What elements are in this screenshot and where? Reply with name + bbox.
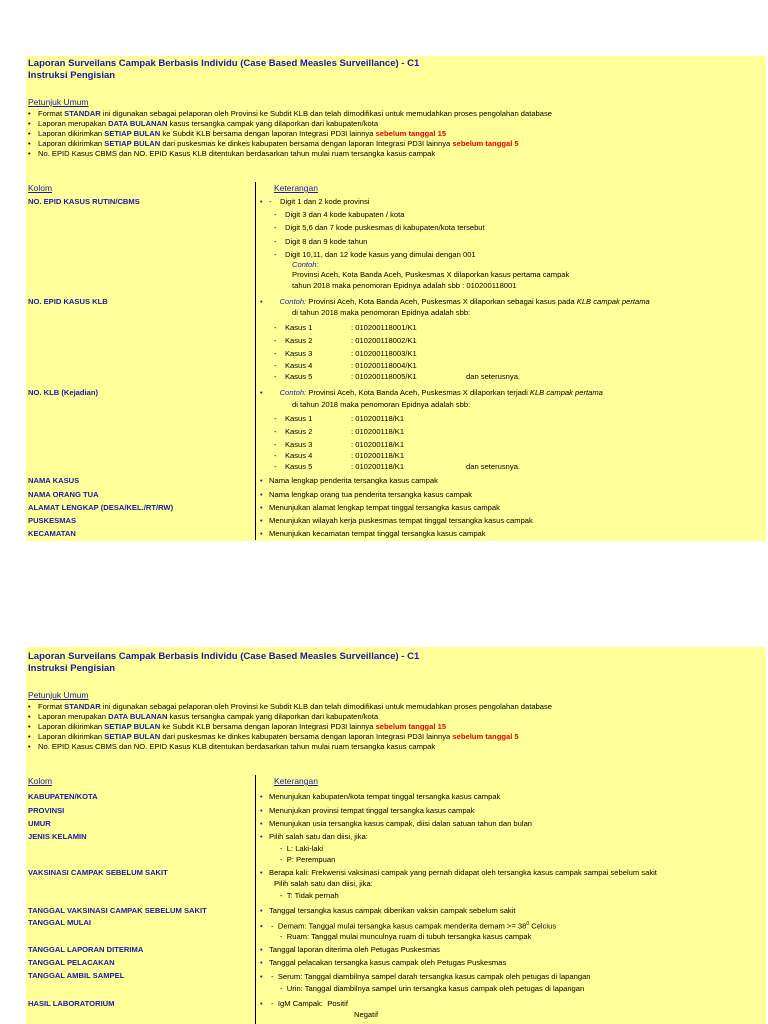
column-header-kolom: Kolom xyxy=(28,776,53,786)
field-desc: • Menunjukan kecamatan tempat tinggal tersangka kasus campak xyxy=(260,529,486,538)
general-item: • Laporan merupakan DATA BULANAN kasus tersangka campak yang dilaporkan dari kabupaten/kota xyxy=(28,712,379,721)
epid-rutin-example: tahun 2018 maka penomoran Epidnya adalah sbb : 010200118001 xyxy=(292,281,517,290)
epid-klb-case: - Kasus 2 : 010200118002/K1 xyxy=(274,336,417,345)
general-item: • No. EPID Kasus CBMS dan NO. EPID Kasus KLB ditentukan berdasarkan tahun mulai ruam tersangka kasus campak xyxy=(28,149,436,158)
field-key-kecamatan: KECAMATAN xyxy=(28,529,76,538)
field-desc: • Menunjukan usia tersangka kasus campak, diisi dalan satuan tahun dan bulan xyxy=(260,819,533,828)
general-item: • Format STANDAR ini digunakan sebagai pelaporan oleh Provinsi ke Subdit KLB dan telah dimodifikasi untuk memudahkan proses pengolahan database xyxy=(28,702,553,711)
general-item: • No. EPID Kasus CBMS dan NO. EPID Kasus KLB ditentukan berdasarkan tahun mulai ruam tersangka kasus campak xyxy=(28,742,436,751)
field-desc: - Ruam: Tanggal mulai munculnya ruam di tubuh tersangka kasus campak xyxy=(280,932,532,941)
field-key-vaksinasi: VAKSINASI CAMPAK SEBELUM SAKIT xyxy=(28,868,168,877)
field-key-epid-klb: NO. EPID KASUS KLB xyxy=(28,297,108,306)
field-key-tgl-laporan: TANGGAL LAPORAN DITERIMA xyxy=(28,945,144,954)
general-item: • Laporan dikirimkan SETIAP BULAN ke Subdit KLB bersama dengan laporan Integrasi PD3I lainnya sebelum tanggal 15 xyxy=(28,722,447,731)
no-klb-case: - Kasus 3 : 010200118/K1 xyxy=(274,440,405,449)
no-klb-line: • Contoh: Provinsi Aceh, Kota Banda Aceh, Puskesmas X dilaporkan terjadi KLB campak pertama xyxy=(260,388,603,397)
epid-rutin-line: - Digit 3 dan 4 kode kabupaten / kota xyxy=(274,210,405,219)
no-klb-case: - Kasus 5 : 010200118/K1 dan seterusnya. xyxy=(274,462,521,471)
field-key-tgl-vaksinasi: TANGGAL VAKSINASI CAMPAK SEBELUM SAKIT xyxy=(28,906,207,915)
column-divider xyxy=(255,775,256,1024)
field-key-alamat: ALAMAT LENGKAP (DESA/KEL./RT/RW) xyxy=(28,503,174,512)
field-desc: • Tanggal laporan diterima oleh Petugas Puskesmas xyxy=(260,945,440,954)
epid-rutin-line: - Digit 5,6 dan 7 kode puskesmas di kabupaten/kota tersebut xyxy=(274,223,485,232)
field-key-kabupaten: KABUPATEN/KOTA xyxy=(28,792,98,801)
field-desc: • Menunjukan alamat lengkap tempat tinggal tersangka kasus campak xyxy=(260,503,500,512)
field-key-tgl-pelacakan: TANGGAL PELACAKAN xyxy=(28,958,115,967)
field-desc: • Nama lengkap orang tua penderita tersangka kasus campak xyxy=(260,490,473,499)
field-desc: • Nama lengkap penderita tersangka kasus campak xyxy=(260,476,438,485)
field-desc: • Pilih salah satu dan diisi, jika: xyxy=(260,832,368,841)
report-title: Laporan Surveilans Campak Berbasis Individu (Case Based Measles Surveillance) - C1 xyxy=(28,651,420,662)
column-divider xyxy=(255,182,256,540)
epid-klb-case: - Kasus 3 : 010200118003/K1 xyxy=(274,349,417,358)
general-item: • Laporan dikirimkan SETIAP BULAN dari puskesmas ke dinkes kabupaten bersama dengan laporan Integrasi PD3I lainnya sebelum tanggal 5 xyxy=(28,732,519,741)
option-line: - L: Laki-laki xyxy=(280,844,324,853)
column-header-keterangan: Keterangan xyxy=(274,776,318,786)
epid-klb-line: • Contoh: Provinsi Aceh, Kota Banda Aceh, Puskesmas X dilaporkan sebagai kasus pada KLB campak pertama xyxy=(260,297,650,306)
field-key-hasil-lab: HASIL LABORATORIUM xyxy=(28,999,115,1008)
option-line: - P: Perempuan xyxy=(280,855,336,864)
field-key-jenis-kelamin: JENIS KELAMIN xyxy=(28,832,87,841)
general-heading: Petunjuk Umum xyxy=(28,97,89,107)
field-desc: • - Demam: Tanggal mulai tersangka kasus campak menderita demam >= $38^0$ Celcius xyxy=(260,921,557,931)
option-line: - T: Tidak pernah xyxy=(280,891,339,900)
epid-rutin-line: - Digit 10,11, dan 12 kode kasus yang dimulai dengan 001 xyxy=(274,250,476,259)
no-klb-case: - Kasus 2 : 010200118/K1 xyxy=(274,427,405,436)
instruction-panel-2 xyxy=(26,647,766,1024)
field-key-nama-orang-tua: NAMA ORANG TUA xyxy=(28,490,99,499)
field-desc: Negatif xyxy=(354,1010,379,1019)
field-key-no-klb: NO. KLB (Kejadian) xyxy=(28,388,99,397)
field-key-umur: UMUR xyxy=(28,819,51,828)
epid-klb-case: - Kasus 1 : 010200118001/K1 xyxy=(274,323,417,332)
field-desc: • Menunjukan wilayah kerja puskesmas tempat tinggal tersangka kasus campak xyxy=(260,516,533,525)
field-desc: - Urin: Tanggal diambilnya sampel urin tersangka kasus campak oleh petugas di lapangan xyxy=(280,984,585,993)
field-key-nama-kasus: NAMA KASUS xyxy=(28,476,80,485)
general-item: • Laporan merupakan DATA BULANAN kasus tersangka campak yang dilaporkan dari kabupaten/kota xyxy=(28,119,379,128)
field-key-provinsi: PROVINSI xyxy=(28,806,65,815)
no-klb-line: di tahun 2018 maka penomoran Epidnya adalah sbb: xyxy=(292,400,471,409)
epid-klb-case: - Kasus 4 : 010200118004/K1 xyxy=(274,361,417,370)
field-desc: • Menunjukan kabupaten/kota tempat tinggal tersangka kasus campak xyxy=(260,792,501,801)
no-klb-case: - Kasus 1 : 010200118/K1 xyxy=(274,414,405,423)
epid-rutin-contoh: Contoh: xyxy=(292,260,319,269)
epid-rutin-example: Provinsi Aceh, Kota Banda Aceh, Puskesmas X dilaporkan kasus pertama campak xyxy=(292,270,570,279)
epid-rutin-line: - Digit 8 dan 9 kode tahun xyxy=(274,237,368,246)
column-header-kolom: Kolom xyxy=(28,183,53,193)
field-key-puskesmas: PUSKESMAS xyxy=(28,516,77,525)
field-desc: • Tanggal tersangka kasus campak diberikan vaksin campak sebelum sakit xyxy=(260,906,516,915)
epid-klb-line: di tahun 2018 maka penomoran Epidnya adalah sbb: xyxy=(292,308,471,317)
instruction-panel-1 xyxy=(26,56,766,541)
report-title: Laporan Surveilans Campak Berbasis Individu (Case Based Measles Surveillance) - C1 xyxy=(28,58,420,69)
field-desc: Pilih salah satu dan diisi, jika: xyxy=(274,879,373,888)
report-subtitle: Instruksi Pengisian xyxy=(28,70,116,81)
field-desc: • Menunjukan provinsi tempat tinggal tersangka kasus campak xyxy=(260,806,475,815)
general-item: • Format STANDAR ini digunakan sebagai pelaporan oleh Provinsi ke Subdit KLB dan telah dimodifikasi untuk memudahkan proses pengolahan database xyxy=(28,109,553,118)
column-header-keterangan: Keterangan xyxy=(274,183,318,193)
field-key-epid-rutin: NO. EPID KASUS RUTIN/CBMS xyxy=(28,197,140,206)
report-subtitle: Instruksi Pengisian xyxy=(28,663,116,674)
field-desc: • Berapa kali: Frekwensi vaksinasi campak yang pernah didapat oleh tersangka kasus campak sampai sebelum sakit xyxy=(260,868,657,877)
field-desc: • - Serum: Tanggal diambilnya sampel darah tersangka kasus campak oleh petugas di lapangan xyxy=(260,972,591,981)
field-desc: • Tanggal pelacakan tersangka kasus campak oleh Petugas Puskesmas xyxy=(260,958,507,967)
epid-rutin-line: • - Digit 1 dan 2 kode provinsi xyxy=(260,197,370,206)
general-heading: Petunjuk Umum xyxy=(28,690,89,700)
general-item: • Laporan dikirimkan SETIAP BULAN dari puskesmas ke dinkes kabupaten bersama dengan laporan Integrasi PD3I lainnya sebelum tanggal 5 xyxy=(28,139,519,148)
no-klb-case: - Kasus 4 : 010200118/K1 xyxy=(274,451,405,460)
general-item: • Laporan dikirimkan SETIAP BULAN ke Subdit KLB bersama dengan laporan Integrasi PD3I lainnya sebelum tanggal 15 xyxy=(28,129,447,138)
epid-klb-case: - Kasus 5 : 010200118005/K1 dan seterusnya. xyxy=(274,372,521,381)
field-key-tgl-sampel: TANGGAL AMBIL SAMPEL xyxy=(28,971,125,980)
field-key-tgl-mulai: TANGGAL MULAI xyxy=(28,918,91,927)
field-desc: • - IgM Campak: Positif xyxy=(260,999,348,1008)
